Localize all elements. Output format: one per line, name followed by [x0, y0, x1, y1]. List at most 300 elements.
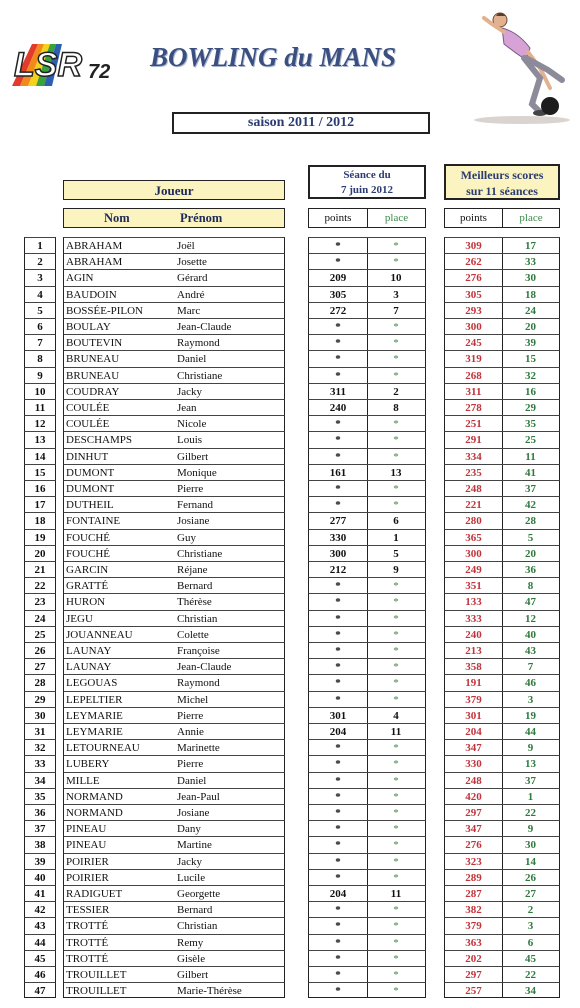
last-name-cell: DUTHEIL: [63, 496, 175, 512]
best-points-cell: 323: [444, 853, 503, 869]
best-points-cell: 333: [444, 610, 503, 626]
row-number: 41: [24, 885, 56, 901]
session-points-cell: *: [308, 950, 368, 966]
first-name-cell: Jean-Claude: [175, 658, 285, 674]
last-name-cell: COUDRAY: [63, 383, 175, 399]
best-place-cell: 3: [502, 691, 560, 707]
best-points-cell: 297: [444, 966, 503, 982]
row-number: 38: [24, 836, 56, 852]
row-number: 34: [24, 772, 56, 788]
session-place-cell: 4: [367, 707, 426, 723]
session-place-cell: *: [367, 820, 426, 836]
row-number: 11: [24, 399, 56, 415]
session-points-cell: *: [308, 982, 368, 998]
first-name-cell: Daniel: [175, 772, 285, 788]
best-points-cell: 351: [444, 577, 503, 593]
row-number: 36: [24, 804, 56, 820]
session-points-cell: *: [308, 739, 368, 755]
best-place-cell: 20: [502, 318, 560, 334]
first-name-cell: Jean: [175, 399, 285, 415]
session-points-cell: 204: [308, 723, 368, 739]
first-name-cell: Josiane: [175, 512, 285, 528]
best-points-cell: 289: [444, 869, 503, 885]
best-place-cell: 44: [502, 723, 560, 739]
session-place-cell: *: [367, 577, 426, 593]
best-points-cell: 248: [444, 772, 503, 788]
first-name-cell: Gisèle: [175, 950, 285, 966]
session-place-cell: *: [367, 593, 426, 609]
name-subheader: [63, 208, 285, 228]
row-number: 29: [24, 691, 56, 707]
session-points-cell: *: [308, 642, 368, 658]
first-name-cell: Pierre: [175, 707, 285, 723]
last-name-cell: NORMAND: [63, 804, 175, 820]
row-number: 19: [24, 529, 56, 545]
last-name-cell: PINEAU: [63, 836, 175, 852]
session-place-cell: *: [367, 350, 426, 366]
first-name-cell: Monique: [175, 464, 285, 480]
session-points-cell: *: [308, 788, 368, 804]
session-place-cell: 5: [367, 545, 426, 561]
session-points-cell: *: [308, 496, 368, 512]
last-name-cell: LEYMARIE: [63, 723, 175, 739]
session-place-cell: *: [367, 755, 426, 771]
best-place-cell: 20: [502, 545, 560, 561]
best-points-cell: 319: [444, 350, 503, 366]
first-name-cell: Dany: [175, 820, 285, 836]
session-points-cell: *: [308, 610, 368, 626]
session-place-cell: *: [367, 658, 426, 674]
best-place-cell: 32: [502, 367, 560, 383]
row-number: 7: [24, 334, 56, 350]
last-name-cell: FONTAINE: [63, 512, 175, 528]
first-name-cell: Gérard: [175, 269, 285, 285]
row-number: 4: [24, 286, 56, 302]
session-points-cell: *: [308, 367, 368, 383]
best-points-cell: 330: [444, 755, 503, 771]
best-place-cell: 22: [502, 804, 560, 820]
row-number: 33: [24, 755, 56, 771]
session-place-cell: *: [367, 610, 426, 626]
best-place-cell: 45: [502, 950, 560, 966]
best-points-cell: 379: [444, 691, 503, 707]
last-name-cell: FOUCHÉ: [63, 529, 175, 545]
best-points-cell: 248: [444, 480, 503, 496]
last-name-cell: GARCIN: [63, 561, 175, 577]
best-points-cell: 251: [444, 415, 503, 431]
first-name-cell: Joël: [175, 237, 285, 253]
session-points-cell: *: [308, 350, 368, 366]
session-points-cell: *: [308, 318, 368, 334]
last-name-cell: TROTTÉ: [63, 917, 175, 933]
best-place-cell: 46: [502, 674, 560, 690]
season-label: saison 2011 / 2012: [172, 112, 430, 134]
session-points-cell: *: [308, 253, 368, 269]
row-number: 24: [24, 610, 56, 626]
best-place-cell: 33: [502, 253, 560, 269]
session-points-cell: *: [308, 853, 368, 869]
last-name-cell: COULÉE: [63, 399, 175, 415]
first-name-cell: Jean-Claude: [175, 318, 285, 334]
first-name-cell: Christiane: [175, 545, 285, 561]
session-place-header: place: [367, 208, 426, 228]
best-place-cell: 30: [502, 836, 560, 852]
best-place-cell: 7: [502, 658, 560, 674]
session-place-cell: *: [367, 448, 426, 464]
last-name-cell: DUMONT: [63, 464, 175, 480]
session-points-cell: *: [308, 415, 368, 431]
first-name-cell: Jacky: [175, 853, 285, 869]
last-name-cell: TROUILLET: [63, 982, 175, 998]
last-name-cell: PINEAU: [63, 820, 175, 836]
row-number: 32: [24, 739, 56, 755]
session-place-cell: *: [367, 496, 426, 512]
last-name-cell: RADIGUET: [63, 885, 175, 901]
best-place-cell: 2: [502, 901, 560, 917]
best-place-cell: 12: [502, 610, 560, 626]
row-number: 20: [24, 545, 56, 561]
best-place-cell: 30: [502, 269, 560, 285]
row-number: 40: [24, 869, 56, 885]
last-name-cell: BOULAY: [63, 318, 175, 334]
session-points-cell: 305: [308, 286, 368, 302]
best-points-cell: 300: [444, 318, 503, 334]
last-name-cell: NORMAND: [63, 788, 175, 804]
session-place-cell: 13: [367, 464, 426, 480]
row-number: 18: [24, 512, 56, 528]
session-place-cell: *: [367, 772, 426, 788]
best-place-cell: 11: [502, 448, 560, 464]
row-number: 2: [24, 253, 56, 269]
best-place-cell: 28: [502, 512, 560, 528]
row-number: 16: [24, 480, 56, 496]
first-name-cell: Josette: [175, 253, 285, 269]
session-place-cell: *: [367, 950, 426, 966]
row-number: 30: [24, 707, 56, 723]
best-points-cell: 382: [444, 901, 503, 917]
best-points-cell: 309: [444, 237, 503, 253]
first-name-cell: Christiane: [175, 367, 285, 383]
session-place-cell: *: [367, 691, 426, 707]
session-points-cell: 300: [308, 545, 368, 561]
session-points-cell: *: [308, 966, 368, 982]
first-name-cell: Marinette: [175, 739, 285, 755]
best-place-cell: 27: [502, 885, 560, 901]
first-name-cell: Gilbert: [175, 966, 285, 982]
best-place-cell: 43: [502, 642, 560, 658]
last-name-cell: BOUTEVIN: [63, 334, 175, 350]
svg-text:72: 72: [88, 61, 111, 83]
last-name-cell: LEGOUAS: [63, 674, 175, 690]
best-points-cell: 347: [444, 820, 503, 836]
best-points-cell: 202: [444, 950, 503, 966]
last-name-cell: MILLE: [63, 772, 175, 788]
last-name-cell: LEPELTIER: [63, 691, 175, 707]
session-points-cell: *: [308, 480, 368, 496]
session-points-cell: *: [308, 593, 368, 609]
session-points-header: points: [308, 208, 368, 228]
row-number: 17: [24, 496, 56, 512]
row-number: 22: [24, 577, 56, 593]
session-place-cell: *: [367, 982, 426, 998]
session-header-line1: Séance du: [343, 169, 391, 181]
session-points-cell: 301: [308, 707, 368, 723]
session-points-cell: *: [308, 917, 368, 933]
best-points-cell: 358: [444, 658, 503, 674]
session-points-cell: *: [308, 691, 368, 707]
session-place-cell: *: [367, 853, 426, 869]
last-name-cell: TROUILLET: [63, 966, 175, 982]
session-points-cell: *: [308, 577, 368, 593]
row-number: 46: [24, 966, 56, 982]
best-points-cell: 297: [444, 804, 503, 820]
session-place-cell: *: [367, 934, 426, 950]
session-place-cell: 3: [367, 286, 426, 302]
last-name-cell: LAUNAY: [63, 642, 175, 658]
session-header-line2: 7 juin 2012: [341, 184, 393, 196]
session-place-cell: 10: [367, 269, 426, 285]
first-name-cell: Raymond: [175, 334, 285, 350]
last-name-cell: JOUANNEAU: [63, 626, 175, 642]
best-points-cell: 276: [444, 836, 503, 852]
best-points-cell: 278: [444, 399, 503, 415]
last-name-cell: ABRAHAM: [63, 253, 175, 269]
session-place-cell: *: [367, 626, 426, 642]
row-number: 47: [24, 982, 56, 998]
first-name-cell: Guy: [175, 529, 285, 545]
row-number: 43: [24, 917, 56, 933]
first-name-cell: Colette: [175, 626, 285, 642]
session-place-cell: *: [367, 367, 426, 383]
best-place-cell: 37: [502, 772, 560, 788]
best-place-cell: 5: [502, 529, 560, 545]
last-name-cell: ABRAHAM: [63, 237, 175, 253]
session-place-cell: *: [367, 836, 426, 852]
best-points-cell: 301: [444, 707, 503, 723]
last-name-cell: LETOURNEAU: [63, 739, 175, 755]
row-number: 39: [24, 853, 56, 869]
best-place-cell: 6: [502, 934, 560, 950]
session-points-cell: *: [308, 772, 368, 788]
best-points-cell: 235: [444, 464, 503, 480]
row-number: 28: [24, 674, 56, 690]
session-points-cell: *: [308, 334, 368, 350]
best-place-cell: 8: [502, 577, 560, 593]
session-points-cell: *: [308, 755, 368, 771]
session-place-cell: *: [367, 788, 426, 804]
row-number: 21: [24, 561, 56, 577]
session-points-cell: 277: [308, 512, 368, 528]
last-name-cell: DESCHAMPS: [63, 431, 175, 447]
lsr72-logo: [8, 30, 126, 98]
best-place-cell: 17: [502, 237, 560, 253]
session-points-cell: 209: [308, 269, 368, 285]
session-place-cell: *: [367, 642, 426, 658]
best-points-cell: 363: [444, 934, 503, 950]
best-points-cell: 300: [444, 545, 503, 561]
row-number: 45: [24, 950, 56, 966]
best-points-cell: 379: [444, 917, 503, 933]
nom-column-header: Nom: [104, 211, 130, 225]
session-points-cell: 204: [308, 885, 368, 901]
first-name-cell: Raymond: [175, 674, 285, 690]
session-points-cell: *: [308, 448, 368, 464]
session-place-cell: *: [367, 253, 426, 269]
session-place-cell: *: [367, 901, 426, 917]
best-place-cell: 16: [502, 383, 560, 399]
best-place-cell: 40: [502, 626, 560, 642]
row-number: 10: [24, 383, 56, 399]
session-place-cell: *: [367, 237, 426, 253]
best-place-cell: 29: [502, 399, 560, 415]
session-place-cell: 8: [367, 399, 426, 415]
bowler-illustration: [470, 8, 574, 126]
row-number: 6: [24, 318, 56, 334]
row-number: 1: [24, 237, 56, 253]
session-place-cell: *: [367, 966, 426, 982]
last-name-cell: POIRIER: [63, 853, 175, 869]
prenom-column-header: Prénom: [180, 211, 223, 225]
best-place-cell: 15: [502, 350, 560, 366]
row-number: 9: [24, 367, 56, 383]
best-points-cell: 311: [444, 383, 503, 399]
row-number: 27: [24, 658, 56, 674]
first-name-cell: Annie: [175, 723, 285, 739]
session-points-cell: *: [308, 820, 368, 836]
row-number: 15: [24, 464, 56, 480]
first-name-cell: Françoise: [175, 642, 285, 658]
logo-lettering: LSR: [14, 46, 82, 84]
best-place-cell: 41: [502, 464, 560, 480]
best-place-cell: 39: [502, 334, 560, 350]
best-points-cell: 240: [444, 626, 503, 642]
row-number: 37: [24, 820, 56, 836]
last-name-cell: JEGU: [63, 610, 175, 626]
session-points-cell: 161: [308, 464, 368, 480]
session-place-cell: 11: [367, 723, 426, 739]
first-name-cell: Thérèse: [175, 593, 285, 609]
best-place-cell: 19: [502, 707, 560, 723]
best-points-cell: 133: [444, 593, 503, 609]
first-name-cell: Jean-Paul: [175, 788, 285, 804]
first-name-cell: André: [175, 286, 285, 302]
first-name-cell: Marie-Thérèse: [175, 982, 285, 998]
best-place-cell: 22: [502, 966, 560, 982]
last-name-cell: BAUDOIN: [63, 286, 175, 302]
first-name-cell: Daniel: [175, 350, 285, 366]
best-points-cell: 420: [444, 788, 503, 804]
first-name-cell: Christian: [175, 917, 285, 933]
last-name-cell: BRUNEAU: [63, 367, 175, 383]
last-name-cell: TROTTÉ: [63, 950, 175, 966]
last-name-cell: TESSIER: [63, 901, 175, 917]
first-name-cell: Georgette: [175, 885, 285, 901]
last-name-cell: DINHUT: [63, 448, 175, 464]
session-points-cell: *: [308, 658, 368, 674]
session-points-cell: 272: [308, 302, 368, 318]
session-points-cell: *: [308, 674, 368, 690]
row-number: 35: [24, 788, 56, 804]
row-number: 26: [24, 642, 56, 658]
last-name-cell: LAUNAY: [63, 658, 175, 674]
first-name-cell: Josiane: [175, 804, 285, 820]
best-place-cell: 14: [502, 853, 560, 869]
session-place-cell: 1: [367, 529, 426, 545]
row-number: 3: [24, 269, 56, 285]
session-points-cell: 330: [308, 529, 368, 545]
best-scores-header: [444, 164, 560, 200]
first-name-cell: Remy: [175, 934, 285, 950]
best-points-cell: 291: [444, 431, 503, 447]
last-name-cell: BOSSÉE-PILON: [63, 302, 175, 318]
session-place-cell: *: [367, 917, 426, 933]
best-place-cell: 1: [502, 788, 560, 804]
first-name-cell: Bernard: [175, 901, 285, 917]
best-place-cell: 18: [502, 286, 560, 302]
best-place-cell: 25: [502, 431, 560, 447]
best-place-cell: 34: [502, 982, 560, 998]
best-place-cell: 36: [502, 561, 560, 577]
first-name-cell: Christian: [175, 610, 285, 626]
best-points-cell: 276: [444, 269, 503, 285]
first-name-cell: Lucile: [175, 869, 285, 885]
session-points-cell: 240: [308, 399, 368, 415]
session-place-cell: *: [367, 674, 426, 690]
session-points-cell: *: [308, 869, 368, 885]
row-number: 42: [24, 901, 56, 917]
first-name-cell: Marc: [175, 302, 285, 318]
session-header: [308, 165, 426, 199]
best-place-cell: 42: [502, 496, 560, 512]
session-points-cell: 311: [308, 383, 368, 399]
session-place-cell: *: [367, 334, 426, 350]
first-name-cell: Réjane: [175, 561, 285, 577]
best-place-cell: 9: [502, 739, 560, 755]
first-name-cell: Gilbert: [175, 448, 285, 464]
session-place-cell: 6: [367, 512, 426, 528]
session-place-cell: *: [367, 318, 426, 334]
best-points-cell: 257: [444, 982, 503, 998]
last-name-cell: TROTTÉ: [63, 934, 175, 950]
session-points-cell: *: [308, 237, 368, 253]
row-number: 23: [24, 593, 56, 609]
session-points-cell: *: [308, 431, 368, 447]
row-number: 44: [24, 934, 56, 950]
best-points-cell: 213: [444, 642, 503, 658]
last-name-cell: DUMONT: [63, 480, 175, 496]
first-name-cell: Michel: [175, 691, 285, 707]
best-place-cell: 35: [502, 415, 560, 431]
session-place-cell: 7: [367, 302, 426, 318]
session-place-cell: *: [367, 415, 426, 431]
session-place-cell: 2: [367, 383, 426, 399]
session-points-cell: *: [308, 901, 368, 917]
best-place-cell: 24: [502, 302, 560, 318]
session-points-cell: *: [308, 626, 368, 642]
row-number: 13: [24, 431, 56, 447]
best-points-cell: 293: [444, 302, 503, 318]
best-points-cell: 347: [444, 739, 503, 755]
last-name-cell: BRUNEAU: [63, 350, 175, 366]
row-number: 5: [24, 302, 56, 318]
session-points-cell: *: [308, 804, 368, 820]
best-place-cell: 3: [502, 917, 560, 933]
best-scores-header-line2: sur 11 séances: [466, 184, 538, 198]
session-place-cell: *: [367, 804, 426, 820]
best-points-cell: 204: [444, 723, 503, 739]
first-name-cell: Louis: [175, 431, 285, 447]
best-place-cell: 37: [502, 480, 560, 496]
